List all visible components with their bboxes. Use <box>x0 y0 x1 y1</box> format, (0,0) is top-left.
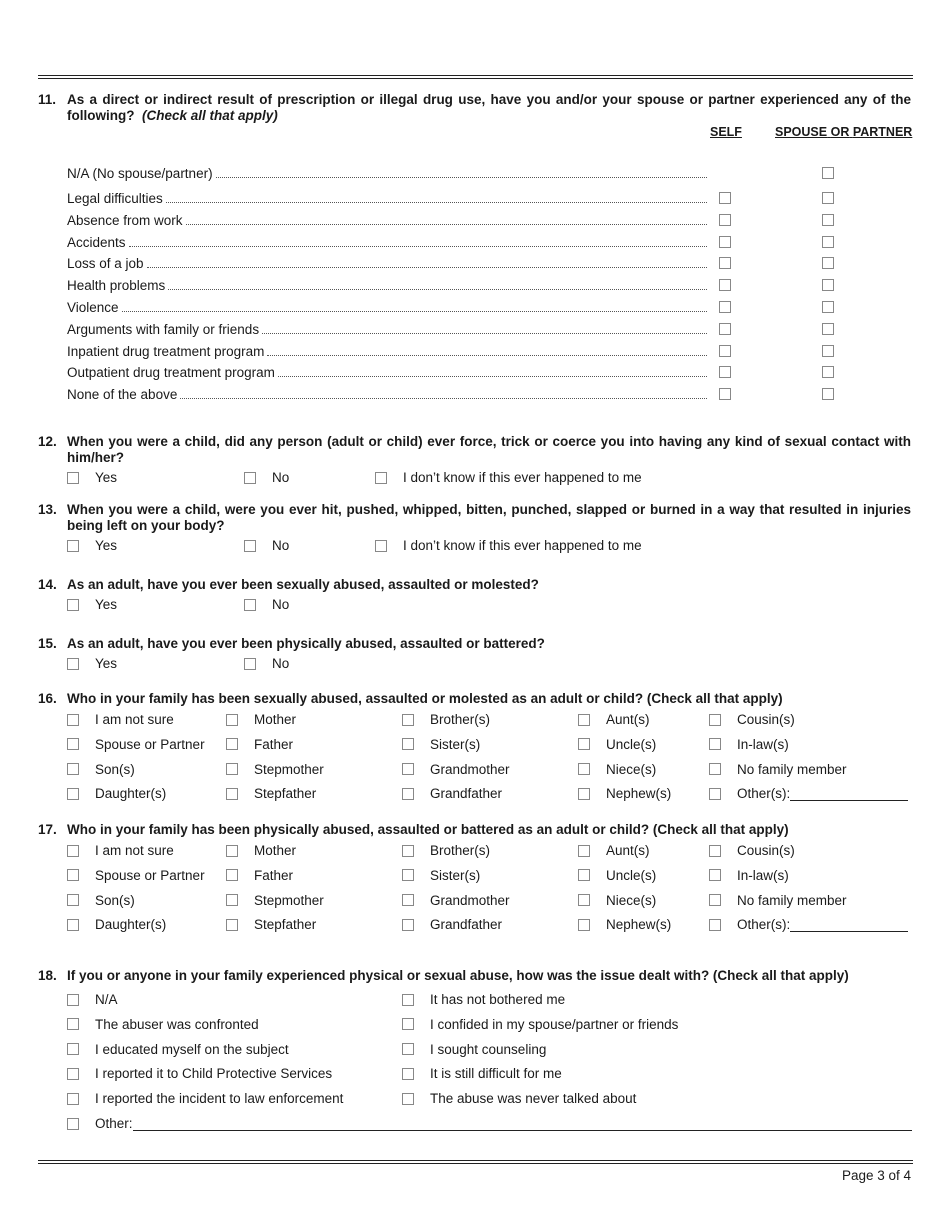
q15-yes[interactable]: Yes <box>67 656 117 671</box>
checkbox[interactable] <box>375 472 387 484</box>
checkbox[interactable] <box>226 763 238 775</box>
dot-leader <box>129 246 707 247</box>
checkbox[interactable] <box>402 994 414 1006</box>
self-checkbox[interactable] <box>719 323 731 335</box>
q17-option[interactable]: Brother(s) <box>402 843 490 858</box>
q12-yes[interactable]: Yes <box>67 470 117 485</box>
q17-option[interactable]: Nephew(s) <box>578 917 671 932</box>
row-label: Loss of a job <box>67 256 144 272</box>
q11-row <box>67 278 709 293</box>
column-header-self: SELF <box>710 125 742 139</box>
q17-option[interactable]: Sister(s) <box>402 868 480 883</box>
checkbox[interactable] <box>67 1018 79 1030</box>
spouse-checkbox[interactable] <box>822 192 834 204</box>
q16-option[interactable]: Stepfather <box>226 786 316 801</box>
spouse-checkbox[interactable] <box>822 301 834 313</box>
q17-option[interactable]: Niece(s) <box>578 893 656 908</box>
q16-option[interactable]: Other(s): <box>709 786 908 801</box>
question-18: 18. If you or anyone in your family experienced physical or sexual abuse, how was the issue dealt with? (Check all that apply) <box>38 968 911 984</box>
checkbox[interactable] <box>67 869 79 881</box>
q16-option[interactable]: Niece(s) <box>578 762 656 777</box>
row-label: Outpatient drug treatment program <box>67 365 275 381</box>
checkbox[interactable] <box>578 894 590 906</box>
checkbox[interactable] <box>578 869 590 881</box>
dot-leader <box>180 398 707 399</box>
q11-row <box>67 387 709 402</box>
self-checkbox[interactable] <box>719 279 731 291</box>
q11-row <box>67 344 709 359</box>
q11-row-na <box>67 166 709 181</box>
dot-leader <box>168 289 707 290</box>
checkbox[interactable] <box>578 845 590 857</box>
q16-option[interactable]: No family member <box>709 762 847 777</box>
q18-option[interactable]: The abuse was never talked about <box>402 1091 636 1106</box>
question-text: When you were a child, did any person (adult or child) ever force, trick or coerce you into having any kind of sexual contact with him/her? <box>67 434 911 465</box>
checkbox[interactable] <box>226 869 238 881</box>
bottom-rule <box>38 1160 913 1164</box>
checkbox[interactable] <box>67 919 79 931</box>
checkbox[interactable] <box>226 788 238 800</box>
checkbox[interactable] <box>709 869 721 881</box>
q13-no[interactable]: No <box>244 538 289 553</box>
spouse-checkbox[interactable] <box>822 279 834 291</box>
question-13: 13. When you were a child, were you ever hit, pushed, whipped, bitten, punched, slapped or burned in a way that resulted in injuries being left on your body? <box>38 502 911 533</box>
checkbox[interactable] <box>244 599 256 611</box>
spouse-checkbox[interactable] <box>822 366 834 378</box>
q17-option[interactable]: Cousin(s) <box>709 843 795 858</box>
q17-option[interactable]: Grandfather <box>402 917 502 932</box>
checkbox[interactable] <box>402 845 414 857</box>
spouse-checkbox[interactable] <box>822 323 834 335</box>
row-label: Violence <box>67 300 119 315</box>
q11-row <box>67 256 709 271</box>
checkbox[interactable] <box>709 763 721 775</box>
row-label: Absence from work <box>67 212 183 228</box>
q11-row <box>67 365 709 380</box>
question-11 <box>38 92 911 123</box>
q12-no[interactable]: No <box>244 470 289 485</box>
checkbox[interactable] <box>226 714 238 726</box>
checkbox[interactable] <box>226 845 238 857</box>
q17-option[interactable]: Mother <box>226 843 296 858</box>
q15-no[interactable]: No <box>244 656 289 671</box>
question-text: If you or anyone in your family experienced physical or sexual abuse, how was the issue dealt with? (Check all that apply) <box>67 968 849 983</box>
q16-option[interactable]: Mother <box>226 712 296 727</box>
checkbox[interactable] <box>67 1043 79 1055</box>
q16-option[interactable]: Uncle(s) <box>578 737 656 752</box>
dot-leader <box>216 177 707 178</box>
q16-option[interactable]: Father <box>226 737 293 752</box>
question-15: 15. As an adult, have you ever been physically abused, assaulted or battered? <box>38 636 911 652</box>
q18-option[interactable]: N/A <box>67 992 118 1007</box>
self-checkbox[interactable] <box>719 301 731 313</box>
q16-option[interactable]: Cousin(s) <box>709 712 795 727</box>
q16-option[interactable]: Son(s) <box>67 762 135 777</box>
dot-leader <box>186 224 707 225</box>
question-text: As an adult, have you ever been physically abused, assaulted or battered? <box>67 636 545 651</box>
row-label: Legal difficulties <box>67 191 163 206</box>
checkbox[interactable] <box>226 894 238 906</box>
q16-option[interactable]: Spouse or Partner <box>67 737 205 752</box>
checkbox[interactable] <box>67 714 79 726</box>
dot-leader <box>262 333 707 334</box>
top-rule <box>38 75 913 79</box>
row-label: Inpatient drug treatment program <box>67 343 265 359</box>
q16-option[interactable]: Nephew(s) <box>578 786 671 801</box>
checkbox[interactable] <box>67 763 79 775</box>
row-label: Health problems <box>67 278 166 294</box>
self-checkbox[interactable] <box>719 214 731 226</box>
q17-option[interactable]: I am not sure <box>67 843 174 858</box>
q16-option[interactable]: Grandmother <box>402 762 510 777</box>
q16-option[interactable]: Brother(s) <box>402 712 490 727</box>
self-checkbox[interactable] <box>719 345 731 357</box>
q16-option[interactable]: I am not sure <box>67 712 174 727</box>
checkbox[interactable] <box>244 472 256 484</box>
q16-option[interactable]: In-law(s) <box>709 737 789 752</box>
q12-dont-know[interactable]: I don’t know if this ever happened to me <box>375 470 642 485</box>
q18-option[interactable]: I confided in my spouse/partner or friends <box>402 1017 678 1032</box>
checkbox[interactable] <box>402 869 414 881</box>
q18-option[interactable]: It has not bothered me <box>402 992 565 1007</box>
q17-option[interactable]: Uncle(s) <box>578 868 656 883</box>
question-note: (Check all that apply) <box>142 107 278 123</box>
self-checkbox[interactable] <box>719 257 731 269</box>
checkbox[interactable] <box>578 763 590 775</box>
q17-option[interactable]: Aunt(s) <box>578 843 650 858</box>
dot-leader <box>147 267 707 268</box>
self-checkbox[interactable] <box>719 236 731 248</box>
checkbox[interactable] <box>67 738 79 750</box>
question-text: When you were a child, were you ever hit, pushed, whipped, bitten, punched, slapped or burned in a way that resulted in injuries being left on your body? <box>67 502 911 533</box>
checkbox[interactable] <box>67 894 79 906</box>
checkbox[interactable] <box>375 540 387 552</box>
other-text-line[interactable] <box>790 918 908 932</box>
question-17: 17. Who in your family has been physically abused, assaulted or battered as an adult or child? (Check all that apply) <box>38 822 911 838</box>
q16-option[interactable]: Stepmother <box>226 762 324 777</box>
q18-option[interactable]: I reported it to Child Protective Services <box>67 1066 332 1081</box>
q18-other[interactable]: Other: <box>67 1116 912 1131</box>
other-text-line[interactable] <box>133 1117 912 1131</box>
question-14: 14. As an adult, have you ever been sexually abused, assaulted or molested? <box>38 577 911 593</box>
checkbox[interactable] <box>402 1018 414 1030</box>
q17-option[interactable]: Other(s): <box>709 917 908 932</box>
checkbox[interactable] <box>67 658 79 670</box>
q18-option[interactable]: The abuser was confronted <box>67 1017 259 1032</box>
checkbox[interactable] <box>578 738 590 750</box>
spouse-checkbox[interactable] <box>822 236 834 248</box>
self-checkbox[interactable] <box>719 192 731 204</box>
question-16: 16. Who in your family has been sexually abused, assaulted or molested as an adult or child? (Check all that apply) <box>38 691 911 707</box>
checkbox[interactable] <box>226 738 238 750</box>
row-label: N/A (No spouse/partner) <box>67 166 213 181</box>
checkbox[interactable] <box>402 894 414 906</box>
checkbox[interactable] <box>402 1068 414 1080</box>
q17-option[interactable]: In-law(s) <box>709 868 789 883</box>
q18-option[interactable]: I reported the incident to law enforcement <box>67 1091 343 1106</box>
q17-option[interactable]: Daughter(s) <box>67 917 166 932</box>
q11-row <box>67 322 709 337</box>
q14-no[interactable]: No <box>244 597 289 612</box>
question-number: 11. <box>38 92 57 107</box>
row-label: Accidents <box>67 234 126 250</box>
checkbox[interactable] <box>244 540 256 552</box>
q17-option[interactable]: Son(s) <box>67 893 135 908</box>
q13-dont-know[interactable]: I don’t know if this ever happened to me <box>375 538 642 553</box>
q18-option[interactable]: I sought counseling <box>402 1042 546 1057</box>
q17-option[interactable]: No family member <box>709 893 847 908</box>
q16-option[interactable]: Sister(s) <box>402 737 480 752</box>
q11-row <box>67 213 709 228</box>
checkbox[interactable] <box>578 714 590 726</box>
checkbox[interactable] <box>67 1093 79 1105</box>
checkbox[interactable] <box>67 994 79 1006</box>
checkbox[interactable] <box>709 738 721 750</box>
question-text: As a direct or indirect result of prescription or illegal drug use, have you and/or your spouse or partner experienced any of the following? <box>67 92 911 123</box>
question-text: As an adult, have you ever been sexually abused, assaulted or molested? <box>67 577 539 592</box>
checkbox[interactable] <box>402 788 414 800</box>
checkbox[interactable] <box>402 738 414 750</box>
checkbox[interactable] <box>67 788 79 800</box>
checkbox[interactable] <box>402 714 414 726</box>
question-12: 12. When you were a child, did any person (adult or child) ever force, trick or coerce you into having any kind of sexual contact with him/her? <box>38 434 911 465</box>
q17-option[interactable]: Stepfather <box>226 917 316 932</box>
q11-row <box>67 300 709 315</box>
self-checkbox[interactable] <box>719 366 731 378</box>
page-number: Page 3 of 4 <box>841 1168 911 1183</box>
checkbox[interactable] <box>244 658 256 670</box>
spouse-checkbox[interactable] <box>822 345 834 357</box>
q18-option[interactable]: I educated myself on the subject <box>67 1042 289 1057</box>
checkbox[interactable] <box>709 919 721 931</box>
q17-option[interactable]: Grandmother <box>402 893 510 908</box>
spouse-checkbox[interactable] <box>822 257 834 269</box>
q17-option[interactable]: Spouse or Partner <box>67 868 205 883</box>
checkbox[interactable] <box>709 845 721 857</box>
q14-yes[interactable]: Yes <box>67 597 117 612</box>
q16-option[interactable]: Grandfather <box>402 786 502 801</box>
checkbox[interactable] <box>709 894 721 906</box>
row-label: Arguments with family or friends <box>67 321 260 337</box>
q17-option[interactable]: Father <box>226 868 293 883</box>
checkbox[interactable] <box>67 845 79 857</box>
checkbox[interactable] <box>67 1068 79 1080</box>
checkbox[interactable] <box>67 1118 79 1130</box>
q18-option[interactable]: It is still difficult for me <box>402 1066 562 1081</box>
checkbox[interactable] <box>67 472 79 484</box>
checkbox[interactable] <box>402 1043 414 1055</box>
q11-row <box>67 235 709 250</box>
spouse-checkbox[interactable] <box>822 214 834 226</box>
checkbox[interactable] <box>67 540 79 552</box>
checkbox[interactable] <box>709 714 721 726</box>
checkbox[interactable] <box>709 788 721 800</box>
checkbox[interactable] <box>402 1093 414 1105</box>
column-header-spouse: SPOUSE OR PARTNER <box>775 125 913 139</box>
checkbox[interactable] <box>578 919 590 931</box>
dot-leader <box>267 355 707 356</box>
dot-leader <box>122 311 707 312</box>
question-text: Who in your family has been sexually abused, assaulted or molested as an adult or child? (Check all that apply) <box>67 691 783 706</box>
q13-yes[interactable]: Yes <box>67 538 117 553</box>
checkbox[interactable] <box>226 919 238 931</box>
q11-row <box>67 191 709 206</box>
dot-leader <box>166 202 707 203</box>
q16-option[interactable]: Daughter(s) <box>67 786 166 801</box>
checkbox[interactable] <box>578 788 590 800</box>
q16-option[interactable]: Aunt(s) <box>578 712 650 727</box>
other-text-line[interactable] <box>790 787 908 801</box>
question-text: Who in your family has been physically abused, assaulted or battered as an adult or child? (Check all that apply) <box>67 822 789 837</box>
dot-leader <box>278 376 707 377</box>
self-checkbox[interactable] <box>719 388 731 400</box>
spouse-checkbox[interactable] <box>822 388 834 400</box>
checkbox[interactable] <box>67 599 79 611</box>
row-label: None of the above <box>67 387 178 403</box>
checkbox[interactable] <box>402 919 414 931</box>
spouse-checkbox[interactable] <box>822 167 834 179</box>
q17-option[interactable]: Stepmother <box>226 893 324 908</box>
checkbox[interactable] <box>402 763 414 775</box>
